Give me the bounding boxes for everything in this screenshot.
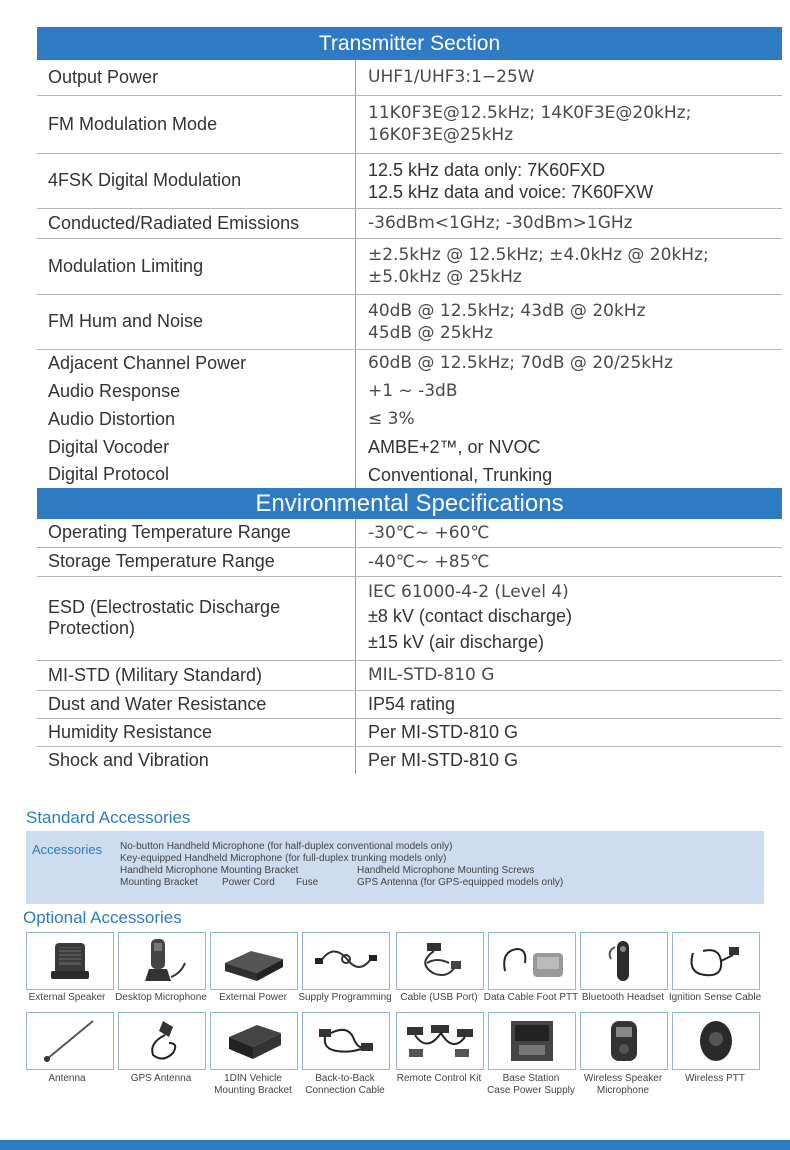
accessory-label: Wireless PTT bbox=[685, 1073, 745, 1084]
spec-label: Audio Response bbox=[37, 377, 356, 405]
spec-label: Humidity Resistance bbox=[37, 718, 356, 746]
optional-accessories-title: Optional Accessories bbox=[23, 908, 182, 927]
spec-label: Output Power bbox=[37, 60, 356, 95]
spec-value: Per MI-STD-810 G bbox=[368, 750, 519, 771]
table-row bbox=[37, 153, 782, 208]
table-row bbox=[37, 208, 782, 238]
table-row bbox=[37, 690, 782, 718]
accessory-item: Key-equipped Handheld Microphone (for full-duplex trunking models only) bbox=[120, 853, 447, 864]
accessory-label: Antenna bbox=[48, 1073, 86, 1084]
spec-label: 4FSK Digital Modulation bbox=[37, 153, 356, 208]
desktop-microphone-icon bbox=[118, 932, 206, 990]
environmental-section-header: Environmental Specifications bbox=[37, 488, 782, 519]
wireless-ptt-icon bbox=[672, 1012, 760, 1070]
table-row bbox=[37, 294, 782, 349]
spec-label: FM Hum and Noise bbox=[37, 294, 356, 349]
foot-ptt-icon bbox=[488, 932, 576, 990]
spec-value: ±2.5kHz @ 12.5kHz; ±4.0kHz @ 20kHz; ±5.0kHz @ 25kHz bbox=[356, 238, 783, 294]
table-row bbox=[37, 377, 782, 405]
accessory-item: Fuse bbox=[296, 877, 319, 888]
spec-value: ≤ 3% bbox=[368, 409, 415, 429]
spec-value: AMBE+2™, or NVOC bbox=[368, 437, 541, 457]
spec-label: MI-STD (Military Standard) bbox=[37, 660, 356, 690]
accessory-label: GPS Antenna bbox=[130, 1073, 192, 1084]
accessory-label: Bluetooth Headset bbox=[581, 992, 665, 1003]
table-row bbox=[37, 433, 782, 461]
spec-value: -30℃~ +60℃ bbox=[356, 519, 783, 547]
back-to-back-cable-icon bbox=[302, 1012, 390, 1070]
spec-value: +1 ~ -3dB bbox=[368, 381, 458, 401]
accessories-label: Accessories bbox=[32, 842, 103, 857]
spec-label: Modulation Limiting bbox=[37, 238, 356, 294]
spec-label: Adjacent Channel Power bbox=[37, 349, 356, 377]
spec-value: Per MI-STD-810 G bbox=[356, 718, 783, 746]
antenna-icon bbox=[26, 1012, 114, 1070]
spec-label: ESD (Electrostatic Discharge Protection) bbox=[37, 576, 356, 660]
transmitter-spec-table bbox=[37, 60, 782, 488]
spec-label: Digital Protocol bbox=[37, 461, 356, 488]
spec-value: UHF1/UHF3:1−25W bbox=[356, 60, 783, 95]
spec-label: Operating Temperature Range bbox=[37, 519, 356, 547]
accessory-label: Base Station Case Power Supply bbox=[487, 1073, 575, 1096]
spec-value: -40℃~ +85℃ bbox=[356, 547, 783, 576]
table-row bbox=[37, 718, 782, 746]
spec-value: -36dBm<1GHz; -30dBm>1GHz bbox=[356, 208, 783, 238]
vehicle-bracket-icon bbox=[210, 1012, 298, 1070]
accessory-item: Handheld Microphone Mounting Bracket bbox=[120, 865, 299, 876]
spec-value: MIL-STD-810 G bbox=[356, 660, 783, 690]
accessory-label: External Power bbox=[219, 992, 287, 1003]
programming-cable-icon bbox=[302, 932, 390, 990]
accessory-label: Desktop Microphone bbox=[115, 992, 207, 1003]
spec-value: 40dB @ 12.5kHz; 43dB @ 20kHz 45dB @ 25kHz bbox=[356, 294, 783, 349]
spec-label: Audio Distortion bbox=[37, 405, 356, 433]
table-row bbox=[37, 519, 782, 547]
spec-value: IEC 61000-4-2 (Level 4) ±8 kV (contact discharge) ±15 kV (air discharge) bbox=[356, 576, 783, 660]
spec-label: Shock and Vibration bbox=[37, 746, 356, 774]
accessory-label: Data Cable Foot PTT bbox=[483, 992, 579, 1003]
table-row bbox=[37, 238, 782, 294]
accessory-label: Wireless Speaker Microphone bbox=[583, 1073, 663, 1096]
standard-accessories-box bbox=[26, 831, 764, 904]
table-row bbox=[37, 461, 782, 488]
table-row bbox=[37, 547, 782, 576]
table-row bbox=[37, 660, 782, 690]
ignition-cable-icon bbox=[672, 932, 760, 990]
standard-accessories-title: Standard Accessories bbox=[26, 808, 191, 827]
environmental-spec-table bbox=[37, 519, 782, 774]
accessory-label: Ignition Sense Cable bbox=[668, 992, 762, 1003]
accessory-label: Supply Programming bbox=[298, 992, 392, 1003]
spec-label: FM Modulation Mode bbox=[37, 95, 356, 153]
accessory-label: External Speaker bbox=[28, 992, 106, 1003]
accessory-item: Mounting Bracket bbox=[120, 877, 198, 888]
usb-cable-icon bbox=[396, 932, 484, 990]
spec-value: 11K0F3E@12.5kHz; 14K0F3E@20kHz; 16K0F3E@25kHz bbox=[356, 95, 783, 153]
transmitter-section-header: Transmitter Section bbox=[37, 27, 782, 60]
accessory-label: 1DIN Vehicle Mounting Bracket bbox=[214, 1073, 292, 1096]
accessory-item: Handheld Microphone Mounting Screws bbox=[357, 865, 535, 876]
table-row bbox=[37, 60, 782, 95]
power-supply-icon bbox=[210, 932, 298, 990]
spec-value: Conventional, Trunking bbox=[368, 464, 553, 485]
spec-label: Conducted/Radiated Emissions bbox=[37, 208, 356, 238]
accessory-label: Cable (USB Port) bbox=[400, 992, 478, 1003]
spec-value: IP54 rating bbox=[356, 690, 783, 718]
remote-control-kit-icon bbox=[396, 1012, 484, 1070]
table-row bbox=[37, 746, 782, 774]
accessory-label: Remote Control Kit bbox=[396, 1073, 482, 1084]
accessory-item: No-button Handheld Microphone (for half-duplex conventional models only) bbox=[120, 841, 453, 852]
spec-value: 60dB @ 12.5kHz; 70dB @ 20/25kHz bbox=[368, 353, 673, 374]
footer-bar bbox=[0, 1140, 790, 1150]
accessory-label: Back-to-Back Connection Cable bbox=[305, 1073, 385, 1096]
wireless-speaker-mic-icon bbox=[580, 1012, 668, 1070]
accessory-item: Power Cord bbox=[222, 877, 275, 888]
spec-value: 12.5 kHz data only: 7K60FXD 12.5 kHz data and voice: 7K60FXW bbox=[356, 153, 783, 208]
spec-label: Storage Temperature Range bbox=[37, 547, 356, 576]
gps-antenna-icon bbox=[118, 1012, 206, 1070]
spec-label: Digital Vocoder bbox=[37, 433, 356, 461]
table-row bbox=[37, 405, 782, 433]
bluetooth-headset-icon bbox=[580, 932, 668, 990]
spec-label: Dust and Water Resistance bbox=[37, 690, 356, 718]
speaker-icon bbox=[26, 932, 114, 990]
table-row bbox=[37, 576, 782, 660]
table-row bbox=[37, 95, 782, 153]
base-station-case-icon bbox=[488, 1012, 576, 1070]
table-row bbox=[37, 349, 782, 377]
accessory-item: GPS Antenna (for GPS-equipped models only) bbox=[357, 877, 564, 888]
